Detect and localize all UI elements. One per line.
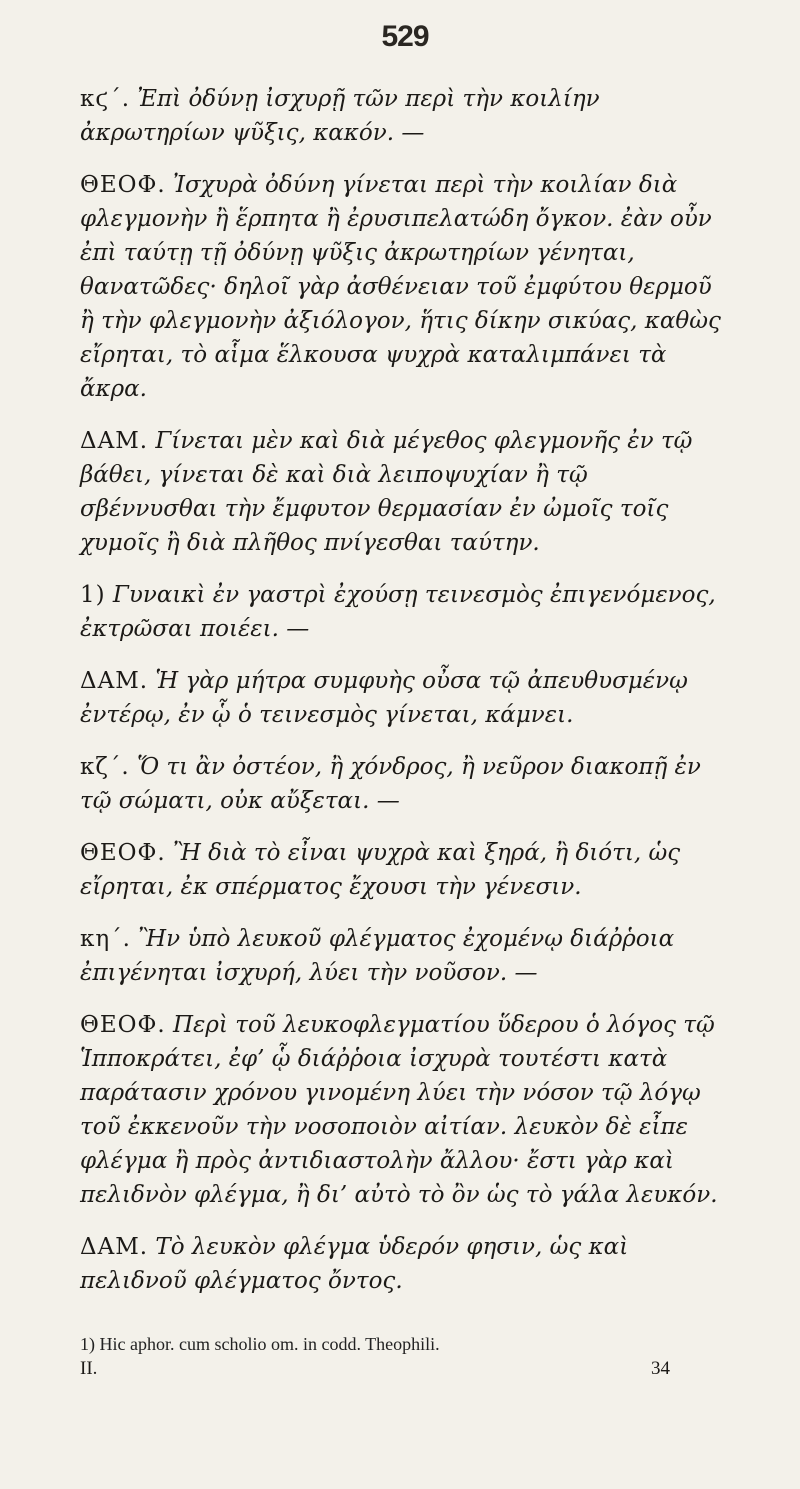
aphorism-text: Γυναικὶ ἐν γαστρὶ ἐχούσῃ τεινεσμὸς ἐπιγενόμενος, ἐκτρῶσαι ποιέει. — bbox=[80, 582, 716, 642]
aphorism-text: Ἢν ὑπὸ λευκοῦ φλέγματος ἐχομένῳ διάῤῥοια ἐπιγένηται ἰσχυρή, λύει τὴν νοῦσον. — bbox=[80, 926, 675, 986]
aphorism-28 bbox=[80, 922, 730, 990]
commentator-label: ΘΕΟΦ. bbox=[80, 172, 166, 198]
commentary-text: Γίνεται μὲν καὶ διὰ μέγεθος φλεγμονῆς ἐν τῷ βάθει, γίνεται δὲ καὶ διὰ λειποψυχίαν ἢ τῷ σβέννυσθαι τὴν ἔμφυτον θερμασίαν ἐν ὠμοῖς τοῖς χυμοῖς ἢ διὰ πλῆθος πνίγεσθαι ταύτην. bbox=[80, 428, 693, 556]
aphorism-number: κζ΄. bbox=[80, 754, 130, 780]
printer-signature bbox=[80, 1358, 730, 1380]
commentary-theophilus-26 bbox=[80, 168, 730, 406]
aphorism-number: κη΄. bbox=[80, 926, 131, 952]
commentary-damascius-26 bbox=[80, 424, 730, 560]
main-text bbox=[80, 82, 730, 1298]
volume-number: II. bbox=[80, 1358, 98, 1379]
aphorism-27 bbox=[80, 750, 730, 818]
aphorism-text: Ὅ τι ἂν ὀστέον, ἢ χόνδρος, ἢ νεῦρον διακοπῇ ἐν τῷ σώματι, οὐκ αὔξεται. — bbox=[80, 754, 701, 814]
aphorism-footnoted bbox=[80, 578, 730, 646]
commentator-label: ΘΕΟΦ. bbox=[80, 1012, 166, 1038]
aphorism-text: Ἐπὶ ὀδύνῃ ἰσχυρῇ τῶν περὶ τὴν κοιλίην ἀκρωτηρίων ψῦξις, κακόν. — bbox=[80, 86, 600, 146]
commentary-text: Ἡ γὰρ μήτρα συμφυὴς οὖσα τῷ ἀπευθυσμένῳ ἐντέρῳ, ἐν ᾧ ὁ τεινεσμὸς γίνεται, κάμνει. bbox=[80, 668, 688, 728]
commentary-theophilus-28 bbox=[80, 1008, 730, 1212]
aphorism-26 bbox=[80, 82, 730, 150]
commentary-text: Ἰσχυρὰ ὀδύνη γίνεται περὶ τὴν κοιλίαν διὰ φλεγμονὴν ἢ ἕρπητα ἢ ἐρυσιπελατώδη ὄγκον. ἐὰν οὖν ἐπὶ ταύτῃ τῇ ὀδύνῃ ψῦξις ἀκρωτηρίων γένηται, θανατῶδες· δηλοῖ γὰρ ἀσθένειαν τοῦ ἐμφύτου θερμοῦ ἢ τὴν φλεγμονὴν ἀξιόλογον, ἥτις δίκην σικύας, καθὼς εἴρηται, τὸ αἷμα ἕλκουσα ψυχρὰ καταλιμπάνει τὰ ἄκρα. bbox=[80, 172, 721, 402]
commentator-label: ΔΑΜ. bbox=[80, 428, 149, 454]
commentary-damascius-28 bbox=[80, 1230, 730, 1298]
commentator-label: ΔΑΜ. bbox=[80, 1234, 149, 1260]
page-number: 529 bbox=[381, 20, 429, 53]
commentary-damascius-footnoted bbox=[80, 664, 730, 732]
commentator-label: ΘΕΟΦ. bbox=[80, 840, 166, 866]
footnote: 1) Hic aphor. cum scholio om. in codd. Theophili. bbox=[80, 1334, 440, 1354]
commentary-text: Περὶ τοῦ λευκοφλεγματίου ὕδερου ὁ λόγος τῷ Ἱπποκράτει, ἐφ’ ᾧ διάῤῥοια ἰσχυρὰ τουτέστι κατὰ παράτασιν χρόνου γινομένη λύει τὴν νόσον τῷ λόγῳ τοῦ ἐκκενοῦν τὴν νοσοποιὸν αἰτίαν. λευκὸν δὲ εἶπε φλέγμα ἢ πρὸς ἀντιδιαστολὴν ἄλλου· ἔστι γὰρ καὶ πελιδνὸν φλέγμα, ἢ δι’ αὐτὸ τὸ ὂν ὡς τὸ γάλα λευκόν. bbox=[80, 1012, 718, 1208]
aphorism-number: κϛ΄. bbox=[80, 86, 131, 112]
commentator-label: ΔΑΜ. bbox=[80, 668, 149, 694]
commentary-theophilus-27 bbox=[80, 836, 730, 904]
commentary-text: Τὸ λευκὸν φλέγμα ὑδερόν φησιν, ὡς καὶ πελιδνοῦ φλέγματος ὄντος. bbox=[80, 1234, 629, 1294]
sheet-number: 34 bbox=[651, 1358, 670, 1379]
footnote-marker: 1) bbox=[80, 582, 106, 608]
commentary-text: Ἢ διὰ τὸ εἶναι ψυχρὰ καὶ ξηρά, ἢ διότι, ὡς εἴρηται, ἐκ σπέρματος ἔχουσι τὴν γένεσιν. bbox=[80, 840, 681, 900]
